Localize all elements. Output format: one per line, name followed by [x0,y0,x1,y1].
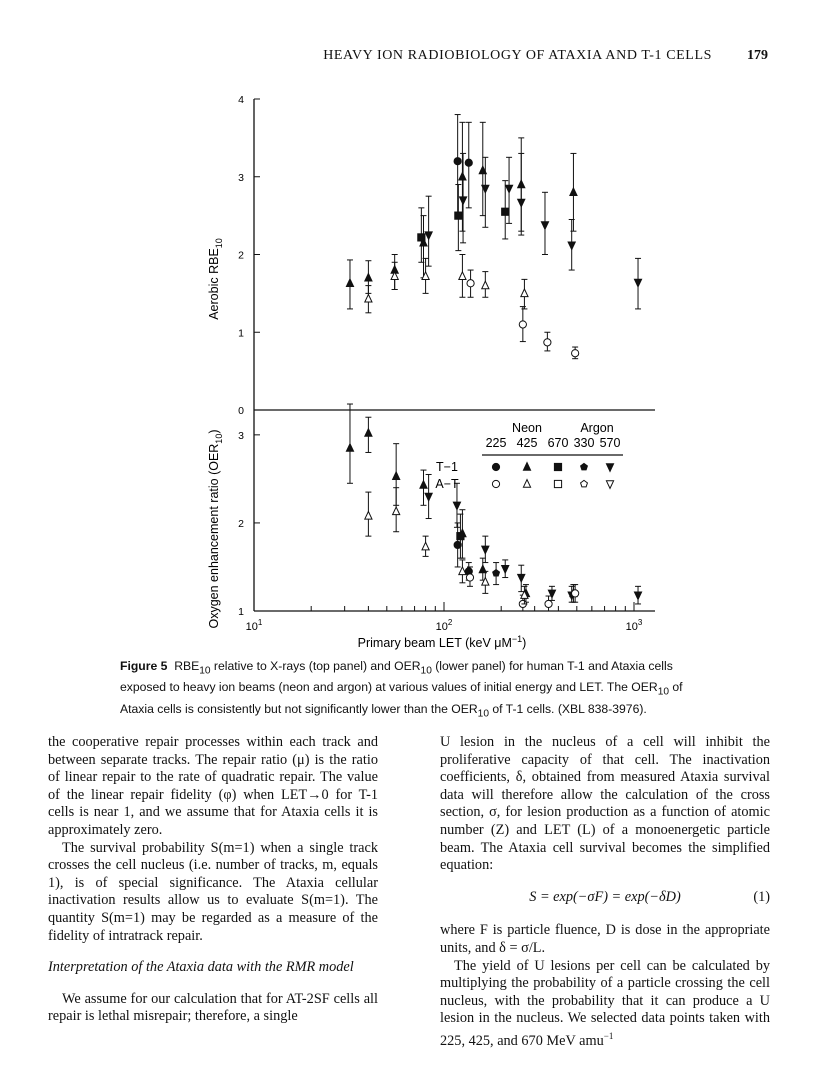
oer-point-t-1-argon-570 [548,586,555,600]
legend-marker-at [523,480,530,488]
oer-point-t-1-neon-425 [365,417,372,452]
rbe-point-a-t-neon-225 [467,270,474,297]
data-marker [568,242,575,250]
right-paragraph-2: where F is particle fluence, D is dose in the appropriate units, and δ = σ/L. [440,922,770,956]
data-marker [393,472,400,480]
rbe-point-a-t-neon-225 [544,332,551,351]
oer-point-a-t-neon-425 [365,492,372,536]
oer-point-a-t-neon-225 [545,596,552,611]
rbe-point-a-t-neon-425 [365,286,372,313]
data-marker [393,507,400,515]
rbe-point-a-t-neon-425 [521,279,528,309]
running-title: HEAVY ION RADIOBIOLOGY OF ATAXIA AND T-1 CELLS [323,48,712,63]
data-marker [466,574,473,581]
left-paragraph-2: The survival probability S(m=1) when a single track crosses the cell nucleus (i.e. number of tracks, m, equals 1), is of special significance. The Ataxia cellular inactivation results allow us to evaluate S(m=1). The quantity S(m=1) may be regarded as a measure of the fidelity of intratrack repair. [48,839,378,944]
equation-text: S = exp(−σF) = exp(−δD) [529,888,681,905]
data-marker [422,542,429,550]
legend-energy-670: 670 [547,436,569,450]
data-marker [493,570,500,577]
top-y-tick-label: 0 [238,405,244,417]
oer-point-a-t-neon-425 [393,488,400,532]
legend-row-t1: T−1 [436,460,458,474]
legend-marker-at [554,480,561,487]
data-marker [457,533,464,540]
legend-marker-at [581,480,588,487]
legend-energy-425: 425 [516,436,538,450]
oer-point-a-t-neon-425 [459,560,466,583]
equation-1 [440,889,770,907]
data-marker [572,350,579,357]
oer-point-a-t-neon-225 [572,585,579,603]
legend-marker-at [492,480,499,487]
x-tick-label-10-2: $10^2$ [435,618,453,633]
left-paragraph-1: the cooperative repair processes within each track and between separate tracks. The repair ratio (μ) is the ratio of linear repair to the rate of quadratic repair. The value of the linear repair fidelity (φ) when LET→0 for T-1 cells is near 1, and we assume that for Ataxia cells it is approximately zero. [48,734,378,838]
bottom-y-tick-label: 3 [238,429,244,442]
data-marker [425,493,432,501]
data-marker [418,234,425,241]
bottom-y-axis-label: Oxygen enhancement ratio $(OER_{10})$ [207,429,224,629]
rbe-point-t-1-argon-570 [634,258,641,309]
rbe-point-a-t-neon-225 [519,307,526,342]
data-marker [518,574,525,582]
legend-marker-at [606,481,613,489]
data-marker [544,339,551,346]
rbe-point-t-1-argon-570 [541,192,548,254]
data-marker [346,444,353,452]
legend-argon: Argon [580,421,614,435]
data-marker [455,212,462,219]
legend-energy-225: 225 [485,436,507,450]
body-column-right [440,734,770,1050]
legend-marker-t1 [554,463,561,470]
data-marker [521,289,528,297]
top-y-tick-label: 3 [238,171,244,184]
data-marker [365,294,372,302]
legend-marker-t1 [606,464,613,472]
right-paragraph-1: U lesion in the nucleus of a cell will inhibit the proliferative capacity of that cell. The inactivation coefficients, δ, obtained from measured Ataxia survival data will therefore allow the calculation of the cross section, σ, for lesion production as a function of atomic number (Z) and LET (L) of a monoenergetic particle beam. The Ataxia cell survival becomes the simplified equation: [440,734,770,874]
rbe-point-t-1-argon-570 [459,153,466,242]
top-y-tick-label: 1 [238,327,244,340]
rbe-point-t-1-neon-225 [454,115,461,216]
x-tick-label-10-3: $10^3$ [625,618,643,633]
legend-energy-570: 570 [599,436,621,450]
data-marker [454,158,461,165]
data-marker [634,279,641,287]
bottom-y-tick-label: 2 [238,517,244,530]
data-marker [570,188,577,196]
data-marker [541,222,548,230]
rbe-point-t-1-argon-570 [425,196,432,266]
left-paragraph-3: We assume for our calculation that for AT-2SF cells all repair is lethal misrepair; therefore, a single [48,990,378,1025]
running-header [0,48,816,68]
data-marker [346,279,353,287]
rbe-point-t-1-neon-425 [346,260,353,309]
oer-point-t-1-argon-330 [493,563,500,585]
oer-point-t-1-neon-425 [420,470,427,505]
data-marker [634,592,641,600]
data-marker [545,600,552,607]
rbe-point-a-t-neon-225 [572,347,579,359]
caption-label: Figure 5 [120,659,168,673]
legend [435,421,623,491]
rbe-point-a-t-neon-425 [482,272,489,298]
legend-marker-t1 [581,463,588,470]
x-axis-label: Primary beam LET (keV $\mu M^{-1}$) [357,634,527,650]
data-marker [420,481,427,489]
data-marker [425,232,432,240]
rbe-point-a-t-neon-425 [459,255,466,298]
data-marker [572,590,579,597]
rbe-point-t-1-neon-225 [465,122,472,208]
oer-point-t-1-argon-570 [502,560,509,578]
right-paragraph-3: The yield of U lesions per cell can be calculated by multiplying the probability of a particle crossing the cell nucleus, with the probability that it can produce a U lesion in the nucleus. We selected data points taken with 225, 425, and 670 MeV amu$^{-1}$ [440,957,770,1049]
data-marker [365,511,372,519]
data-marker [482,546,489,554]
bottom-y-tick-label: 1 [238,606,244,618]
data-marker [548,590,555,598]
x-tick-label-10-1: $10^1$ [245,618,263,633]
page-number: 179 [747,48,768,63]
data-marker [453,502,460,510]
legend-marker-t1 [523,463,530,471]
data-marker [518,199,525,207]
legend-energy-330: 330 [573,436,595,450]
legend-neon: Neon [512,421,542,435]
top-y-tick-label: 4 [238,94,244,106]
data-marker [365,429,372,437]
oer-point-t-1-argon-570 [634,586,641,604]
data-marker [502,208,509,215]
oer-point-t-1-neon-425 [346,404,353,483]
rbe-point-a-t-neon-425 [391,262,398,289]
section-heading: Interpretation of the Ataxia data with the RMR model [48,959,354,976]
equation-number: (1) [753,888,770,905]
rbe-point-t-1-argon-570 [568,220,575,271]
rbe-point-t-1-neon-670 [455,185,462,251]
chart-axes [238,94,655,618]
oer-point-a-t-neon-425 [422,536,429,556]
top-y-tick-label: 2 [238,249,244,262]
data-marker [465,159,472,166]
figure-5 [190,84,670,664]
oer-point-t-1-argon-570 [425,474,432,518]
chart-marks [346,115,641,611]
legend-row-at: A−T [435,477,459,491]
top-y-axis-label: Aerobic $RBE_{10}$ [207,238,224,320]
data-marker [482,281,489,289]
body-column-left [48,734,378,1026]
data-marker [459,197,466,205]
data-marker [519,321,526,328]
legend-marker-t1 [492,463,499,470]
data-marker [459,172,466,180]
legend-markers [492,463,613,489]
rbe-point-t-1-argon-570 [518,153,525,235]
oer-point-t-1-argon-570 [518,565,525,591]
data-marker [505,185,512,193]
data-marker [459,272,466,280]
data-marker [467,280,474,287]
data-marker [502,566,509,574]
figure-caption: Figure 5 $RBE_{10}$ relative to X-rays (top panel) and $OER_{10}$ (lower panel) for human T-1 and Ataxia cells exposed to heavy ion beams (neon and argon) at various values of initial energy and LET. The $OER_{10}$ of Ataxia cells is consistently but not significantly lower than the $OER_{10}$ of T-1 cells. (XBL 838-3976). [120,659,683,720]
data-marker [365,273,372,281]
